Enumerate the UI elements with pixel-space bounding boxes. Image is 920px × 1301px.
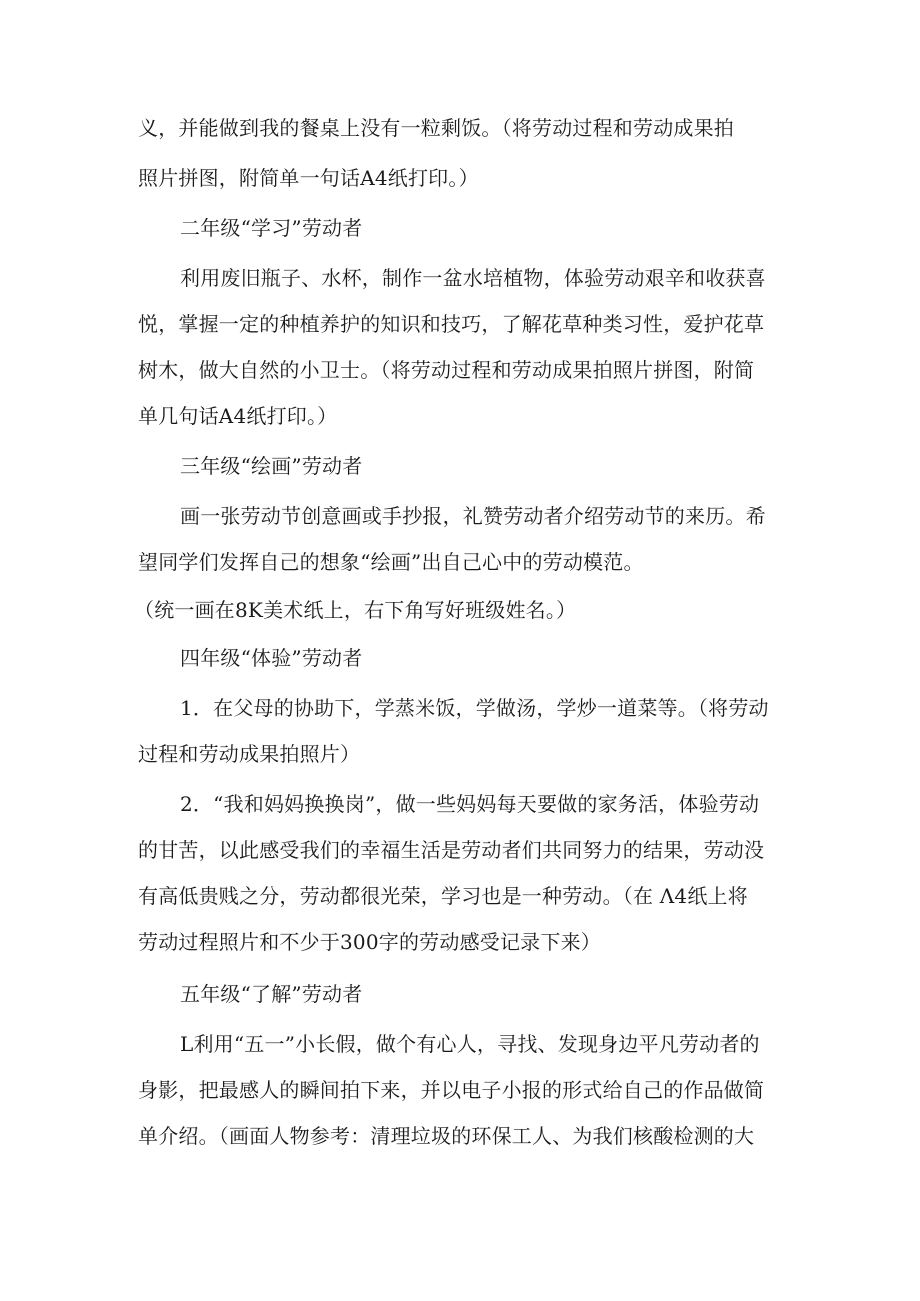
text-line: （统一画在8K美术纸上，右下角写好班级姓名。） <box>134 598 577 622</box>
list-item: 1．在父母的协助下，学蒸米饭，学做汤，学炒一道菜等。（将劳动 <box>180 696 769 720</box>
text-line: 过程和劳动成果拍照片） <box>138 742 361 766</box>
section-heading-grade-3: 三年级“绘画”劳动者 <box>180 454 363 478</box>
text-line: 的甘苦，以此感受我们的幸福生活是劳动者们共同努力的结果，劳动没 <box>138 838 765 862</box>
text-line: 身影，把最感人的瞬间拍下来，并以电子小报的形式给自己的作品做简 <box>138 1078 765 1102</box>
text-line: 单几句话A4纸打印。） <box>138 404 338 428</box>
text-line: 有高低贵贱之分，劳动都很光荣，学习也是一种劳动。（在 Λ4纸上将 <box>138 884 748 908</box>
section-heading-grade-4: 四年级“体验”劳动者 <box>180 646 363 670</box>
text-line: 单介绍。（画面人物参考：清理垃圾的环保工人、为我们核酸检测的大 <box>138 1124 755 1148</box>
text-line: 义，并能做到我的餐桌上没有一粒剩饭。（将劳动过程和劳动成果拍 <box>138 116 734 140</box>
list-item: 2．“我和妈妈换换岗”，做一些妈妈每天要做的家务活，体验劳动 <box>180 792 760 816</box>
text-line: 望同学们发挥自己的想象“绘画”出自己心中的劳动模范。 <box>138 550 644 574</box>
text-line: 利用废旧瓶子、水杯，制作一盆水培植物，体验劳动艰辛和收获喜 <box>180 266 766 290</box>
list-item: L利用“五一”小长假，做个有心人，寻找、发现身边平凡劳动者的 <box>180 1032 760 1056</box>
text-line: 悦，掌握一定的种植养护的知识和技巧，了解花草种类习性，爱护花草 <box>138 312 765 336</box>
text-line: 照片拼图，附简单一句话A4纸打印。） <box>138 166 479 190</box>
section-heading-grade-2: 二年级“学习”劳动者 <box>180 216 363 240</box>
text-line: 劳动过程照片和不少于300字的劳动感受记录下来） <box>138 930 601 954</box>
text-line: 画一张劳动节创意画或手抄报，礼赞劳动者介绍劳动节的来历。希 <box>180 504 766 528</box>
text-line: 树木，做大自然的小卫士。（将劳动过程和劳动成果拍照片拼图，附简 <box>138 358 755 382</box>
section-heading-grade-5: 五年级“了解”劳动者 <box>180 982 363 1006</box>
